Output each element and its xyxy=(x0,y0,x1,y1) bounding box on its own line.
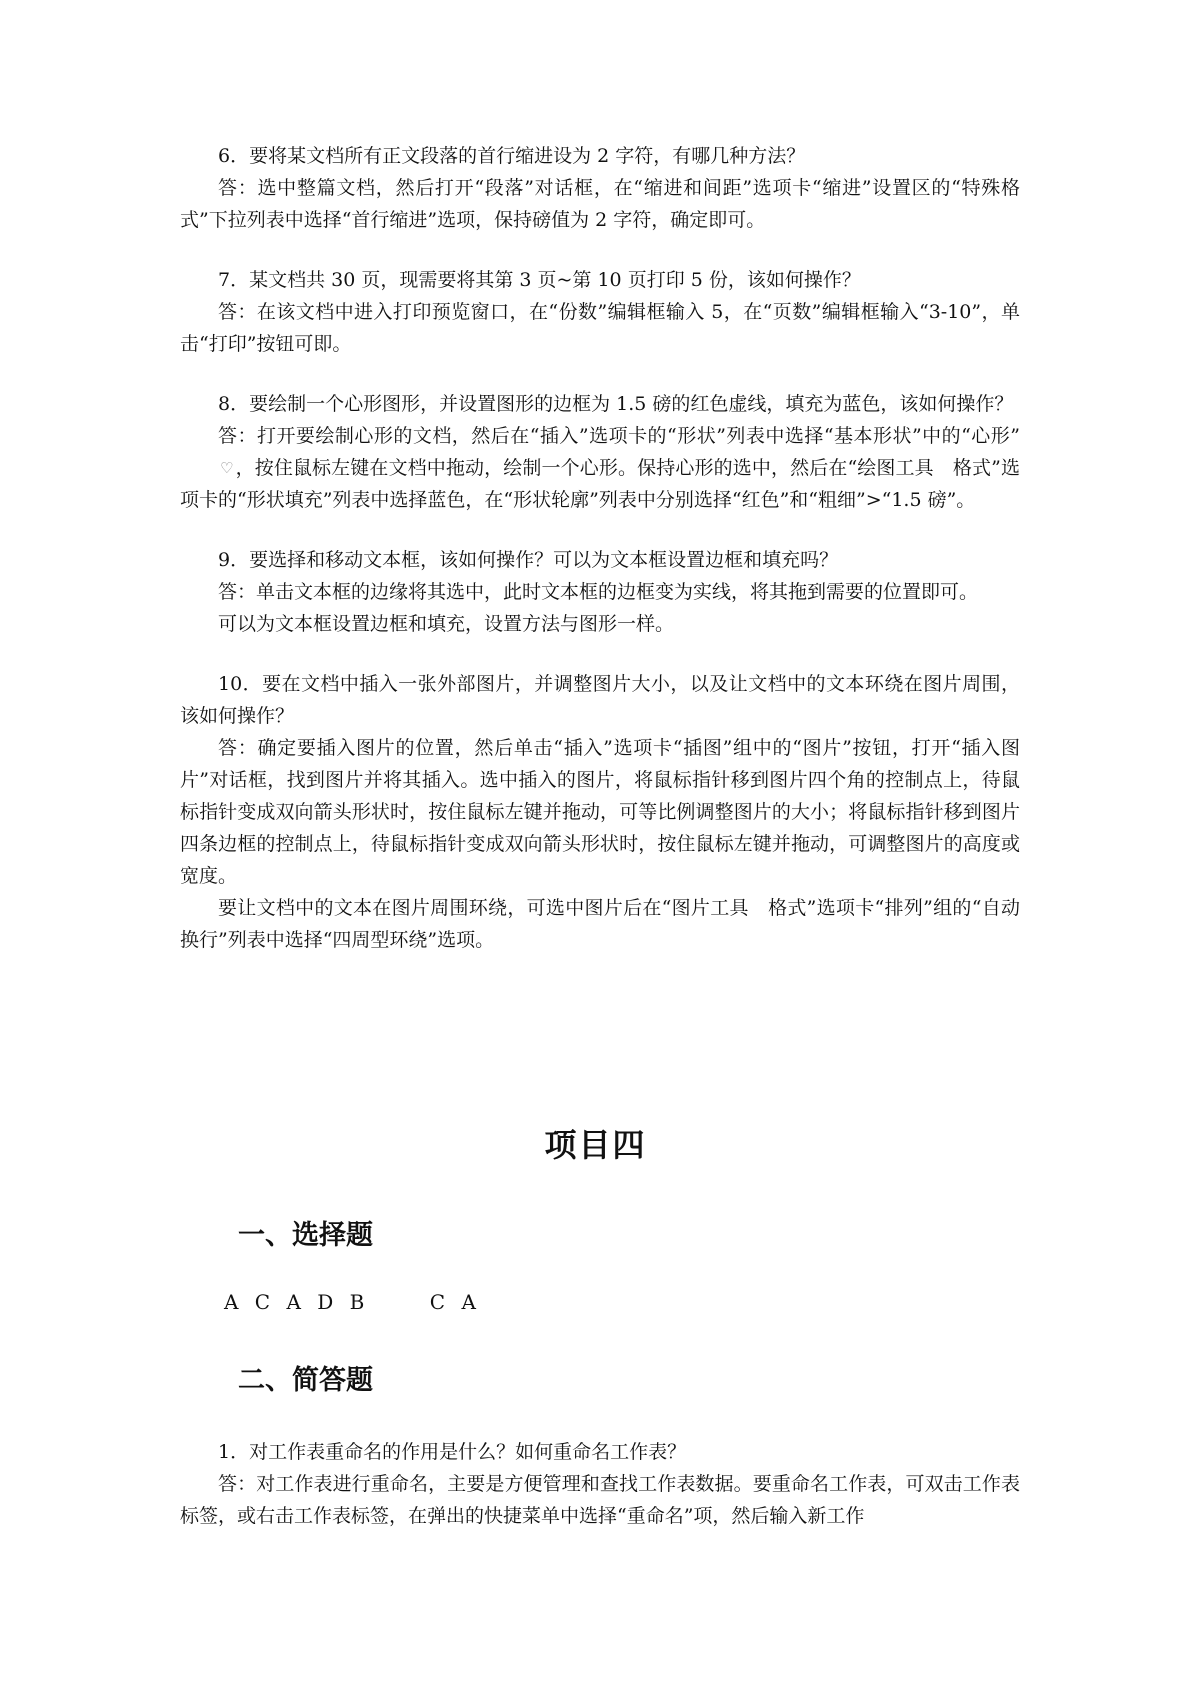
q9-answer: 答：单击文本框的边缘将其选中，此时文本框的边框变为实线，将其拖到需要的位置即可。 xyxy=(218,581,979,603)
q7-answer: 答：在该文档中进入打印预览窗口，在“份数”编辑框输入 5，在“页数”编辑框输入“3-10”，单击“打印”按钮可即。 xyxy=(180,301,1020,355)
project-title: 项目四 xyxy=(544,1126,647,1164)
q10-answer: 答：确定要插入图片的位置，然后单击“插入”选项卡“插图”组中的“图片”按钮，打开“插入图片”对话框，找到图片并将其插入。选中插入的图片，将鼠标指针移到图片四个角的控制点上，待鼠标指针变成双向箭头形状时，按住鼠标左键并拖动，可等比例调整图片的大小；将鼠标指针移到图片四条边框的控制点上，待鼠标指针变成双向箭头形状时，按住鼠标左键并拖动，可调整图片的高度或宽度。 xyxy=(180,737,1020,887)
p4-q1-question: 1．对工作表重命名的作用是什么？如何重命名工作表？ xyxy=(218,1441,687,1463)
q10-answer-2: 要让文档中的文本在图片周围环绕，可选中图片后在“图片工具 格式”选项卡“排列”组的“自动换行”列表中选择“四周型环绕”选项。 xyxy=(180,897,1020,951)
section-short-answer-title: 二、简答题 xyxy=(238,1365,373,1396)
q9-question: 9．要选择和移动文本框，该如何操作？可以为文本框设置边框和填充吗？ xyxy=(218,549,839,571)
section-choice-title: 一、选择题 xyxy=(238,1220,373,1251)
project4-short-answers xyxy=(180,1436,1020,1532)
q7-question: 7．某文档共 30 页，现需要将其第 3 页~第 10 页打印 5 份，该如何操作？ xyxy=(218,269,861,291)
choice-answers: A C A D B C A xyxy=(224,1290,476,1314)
q6-question: 6．要将某文档所有正文段落的首行缩进设为 2 字符，有哪几种方法？ xyxy=(218,145,806,167)
q8-answer-part1: 答：打开要绘制心形的文档，然后在“插入”选项卡的“形状”列表中选择“基本形状”中的“心形” xyxy=(218,425,1020,447)
heart-outline-icon: ♡ xyxy=(220,459,234,477)
project3-answers xyxy=(180,140,1020,956)
q6-answer: 答：选中整篇文档，然后打开“段落”对话框，在“缩进和间距”选项卡“缩进”设置区的“特殊格式”下拉列表中选择“首行缩进”选项，保持磅值为 2 字符，确定即可。 xyxy=(180,177,1020,231)
q8-answer-part2: ，按住鼠标左键在文档中拖动，绘制一个心形。保持心形的选中，然后在“绘图工具 格式”选项卡的“形状填充”列表中选择蓝色，在“形状轮廓”列表中分别选择“红色”和“粗细”>“1.5 磅”。 xyxy=(180,457,1020,511)
q8-question: 8．要绘制一个心形图形，并设置图形的边框为 1.5 磅的红色虚线，填充为蓝色，该如何操作？ xyxy=(218,393,1014,415)
q8-answer xyxy=(180,420,1020,516)
q9-answer-2: 可以为文本框设置边框和填充，设置方法与图形一样。 xyxy=(218,613,675,635)
p4-q1-answer: 答：对工作表进行重命名，主要是方便管理和查找工作表数据。要重命名工作表，可双击工作表标签，或右击工作表标签，在弹出的快捷菜单中选择“重命名”项，然后输入新工作 xyxy=(180,1473,1020,1527)
q10-question: 10．要在文档中插入一张外部图片，并调整图片大小，以及让文档中的文本环绕在图片周围，该如何操作？ xyxy=(180,673,1020,727)
